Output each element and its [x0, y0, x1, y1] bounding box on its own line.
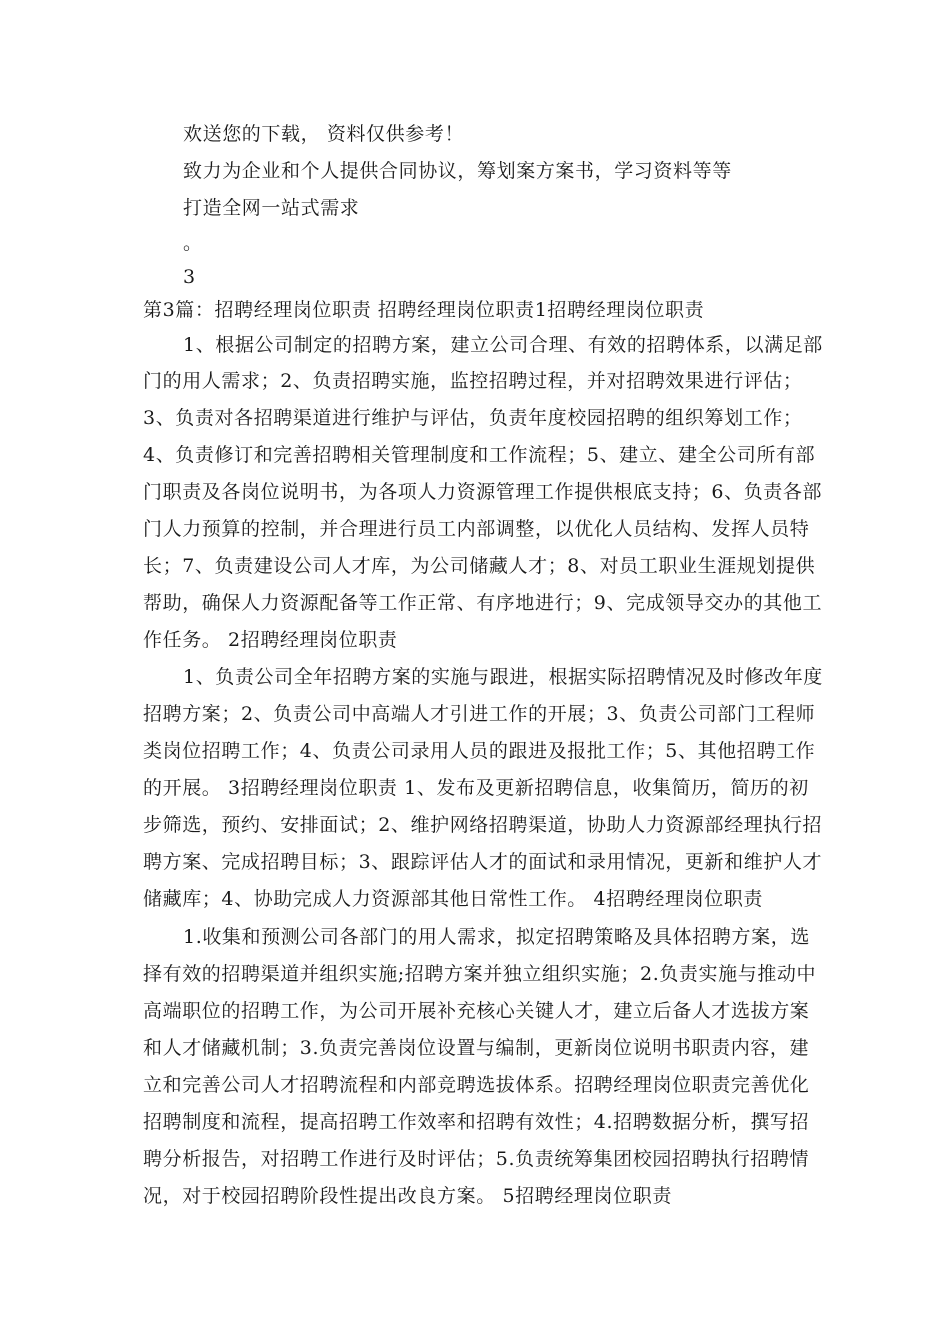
paragraph1-line: 门人力预算的控制，并合理进行员工内部调整，以优化人员结构、发挥人员特 [143, 518, 810, 540]
paragraph2-line: 步筛选，预约、安排面试；2、维护网络招聘渠道，协助人力资源部经理执行招 [143, 814, 823, 836]
header-line-slogan: 打造全网一站式需求 [183, 197, 360, 219]
header-line-welcome: 欢送您的下载， 资料仅供参考！ [183, 123, 465, 145]
paragraph2-line: 的开展。 3招聘经理岗位职责 1、发布及更新招聘信息，收集简历，简历的初 [143, 777, 809, 799]
paragraph3-line: 1.收集和预测公司各部门的用人需求，拟定招聘策略及具体招聘方案，选 [183, 926, 810, 948]
paragraph1-line: 1、根据公司制定的招聘方案，建立公司合理、有效的招聘体系，以满足部 [183, 334, 823, 356]
paragraph3-line: 择有效的招聘渠道并组织实施;招聘方案并独立组织实施；2.负责实施与推动中 [143, 963, 817, 985]
paragraph3-line: 立和完善公司人才招聘流程和内部竞聘选拔体系。招聘经理岗位职责完善优化 [143, 1074, 810, 1096]
paragraph2-line: 聘方案、完成招聘目标；3、跟踪评估人才的面试和录用情况，更新和维护人才 [143, 851, 823, 873]
paragraph3-line: 和人才储藏机制；3.负责完善岗位设置与编制，更新岗位说明书职责内容，建 [143, 1037, 810, 1059]
paragraph2-line: 储藏库；4、协助完成人力资源部其他日常性工作。 4招聘经理岗位职责 [143, 888, 764, 910]
paragraph1-line: 4、负责修订和完善招聘相关管理制度和工作流程；5、建立、建全公司所有部 [143, 444, 816, 466]
header-line-number: 3 [183, 266, 196, 288]
section-title: 第3篇：招聘经理岗位职责 招聘经理岗位职责1招聘经理岗位职责 [143, 299, 705, 321]
paragraph2-line: 招聘方案；2、负责公司中高端人才引进工作的开展；3、负责公司部门工程师 [143, 703, 816, 725]
paragraph3-line: 况，对于校园招聘阶段性提出改良方案。 5招聘经理岗位职责 [143, 1185, 672, 1207]
paragraph2-line: 类岗位招聘工作；4、负责公司录用人员的跟进及报批工作；5、其他招聘工作 [143, 740, 816, 762]
paragraph1-line: 帮助，确保人力资源配备等工作正常、有序地进行；9、完成领导交办的其他工 [143, 592, 823, 614]
header-line-service: 致力为企业和个人提供合同协议，筹划案方案书，学习资料等等 [183, 160, 732, 182]
paragraph3-line: 聘分析报告，对招聘工作进行及时评估；5.负责统筹集团校园招聘执行招聘情 [143, 1148, 810, 1170]
paragraph3-line: 招聘制度和流程，提高招聘工作效率和招聘有效性；4.招聘数据分析，撰写招 [143, 1111, 810, 1133]
paragraph1-line: 作任务。 2招聘经理岗位职责 [143, 629, 398, 651]
header-line-period: 。 [183, 232, 203, 254]
paragraph3-line: 高端职位的招聘工作，为公司开展补充核心关键人才，建立后备人才选拔方案 [143, 1000, 810, 1022]
paragraph2-line: 1、负责公司全年招聘方案的实施与跟进，根据实际招聘情况及时修改年度 [183, 666, 823, 688]
paragraph1-line: 门职责及各岗位说明书，为各项人力资源管理工作提供根底支持；6、负责各部 [143, 481, 823, 503]
paragraph1-line: 门的用人需求；2、负责招聘实施，监控招聘过程，并对招聘效果进行评估； [143, 370, 803, 392]
paragraph1-line: 3、负责对各招聘渠道进行维护与评估，负责年度校园招聘的组织筹划工作； [143, 407, 803, 429]
paragraph1-line: 长；7、负责建设公司人才库，为公司储藏人才；8、对员工职业生涯规划提供 [143, 555, 816, 577]
